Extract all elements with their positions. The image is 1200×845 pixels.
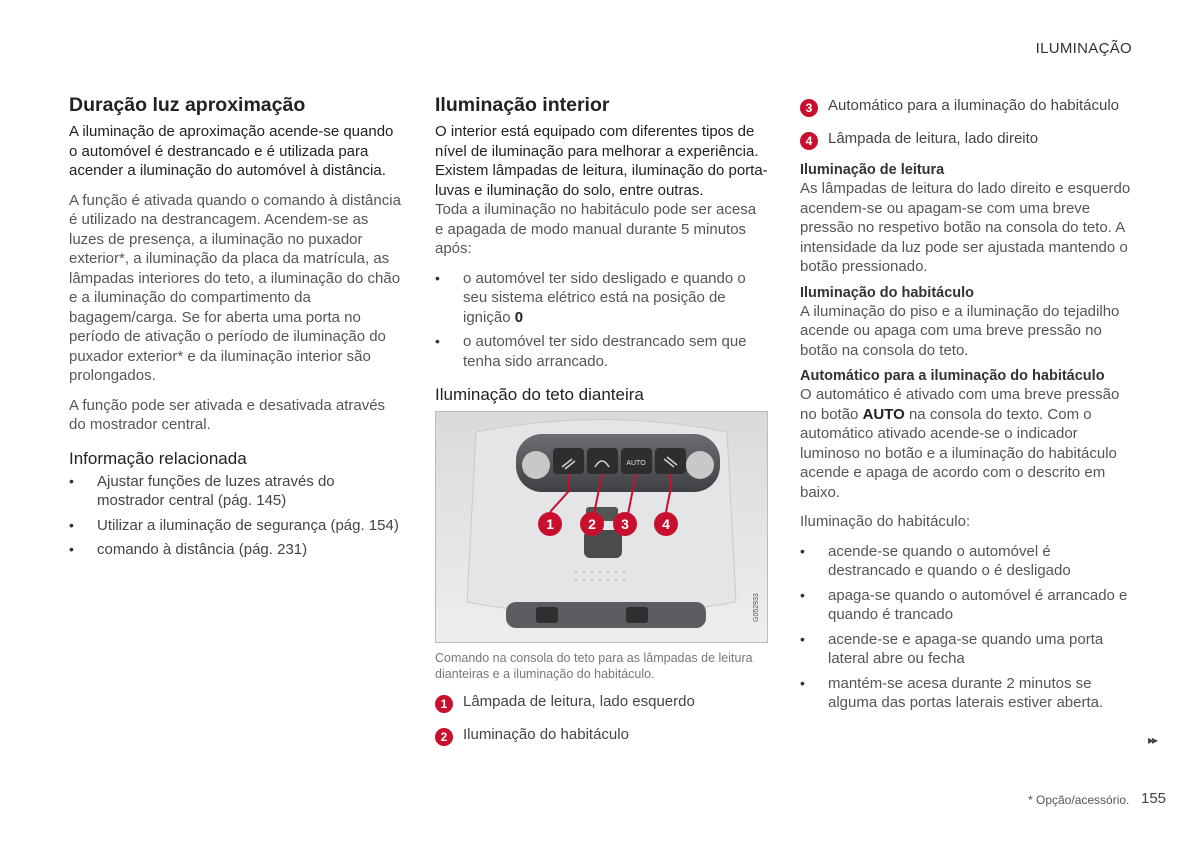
footnote: * Opção/acessório.: [1028, 793, 1130, 807]
column-approach-light: [69, 94, 401, 570]
left-reading-lamp-icon: [522, 451, 550, 479]
approach-light-paragraph-1: A função é ativada quando o comando à distância é utilizado na destrancagem. Acendem-se as luzes de presença, a iluminação no puxador exterior*, a iluminação da placa da matrícula, as lâmpadas interiores do teto, a iluminação do chão e a iluminação do compartimento da bagagem/carga. Se for aberta uma porta no período de ativação o período de iluminação do puxador exterior* e da iluminação interior são prolongados.: [69, 191, 401, 384]
roof-console-figure: [435, 411, 768, 643]
list-item: • mantém-se acesa durante 2 minutos se alguma das portas laterais estiver aberta.: [800, 674, 1135, 713]
svg-text:4: 4: [662, 516, 670, 532]
reading-right-button-icon: [655, 448, 686, 474]
related-link[interactable]: • Utilizar a iluminação de segurança (pág. 154): [69, 516, 401, 536]
legend-item: [800, 96, 1135, 117]
auto-text-pre: O automático é ativado com uma breve pressão no botão: [800, 386, 1120, 423]
auto-text-post: na consola do texto. Com o automático ativado acende-se o indicador luminoso no botão e a iluminação do habitáculo acende e apaga de acordo com o descrito em baixo.: [800, 405, 1117, 501]
list-item-text: o automóvel ter sido desligado e quando o seu sistema elétrico está na posição de ignição: [463, 269, 746, 326]
list-item: • apaga-se quando o automóvel é arrancado e quando é trancado: [800, 586, 1135, 625]
callout-badge-1: 1: [435, 695, 453, 713]
related-link[interactable]: • comando à distância (pág. 231): [69, 540, 401, 560]
auto-light-paragraph: [800, 385, 1135, 502]
legend-text: Iluminação do habitáculo: [463, 726, 629, 743]
callout-1: [538, 512, 562, 536]
callout-2: [580, 512, 604, 536]
svg-text:1: 1: [546, 516, 554, 532]
legend-item: [800, 129, 1135, 150]
interior-lighting-list: [435, 269, 768, 372]
right-reading-lamp-icon: [686, 451, 714, 479]
ignition-position: 0: [514, 308, 524, 326]
lower-button-left: [536, 607, 558, 623]
legend-text: Lâmpada de leitura, lado esquerdo: [463, 693, 695, 710]
lower-button-right: [626, 607, 648, 623]
cabin-light-list: [800, 542, 1135, 713]
approach-light-lead: A iluminação de aproximação acende-se quando o automóvel é destrancado e é utilizada para acender a iluminação do automóvel à distância.: [69, 123, 394, 179]
interior-lighting-paragraph: Toda a iluminação no habitáculo pode ser acesa e apagada de modo manual durante 5 minutos após:: [435, 201, 757, 257]
reading-light-heading: Iluminação de leitura: [800, 162, 945, 178]
related-info-title: Informação relacionada: [69, 448, 247, 468]
auto-light-heading: Automático para a iluminação do habitáculo: [800, 368, 1105, 384]
section-header: ILUMINAÇÃO: [1035, 40, 1132, 57]
auto-button-label: AUTO: [862, 405, 905, 423]
auto-label: AUTO: [626, 460, 646, 467]
continue-arrows-icon: ▸▸: [1148, 733, 1157, 747]
related-link[interactable]: • Ajustar funções de luzes através do mostrador central (pág. 145): [69, 472, 401, 511]
callout-badge-2: 2: [435, 728, 453, 746]
legend-text: Automático para a iluminação do habitáculo: [828, 97, 1120, 114]
cabin-light-paragraph: A iluminação do piso e a iluminação do tejadilho acende ou apaga com uma breve pressão no botão na consola do teto.: [800, 302, 1120, 359]
column-interior-lighting: [435, 94, 768, 758]
svg-text:2: 2: [588, 516, 596, 532]
callout-3: [613, 512, 637, 536]
interior-lighting-lead: O interior está equipado com diferentes tipos de nível de iluminação para melhorar a experiência. Existem lâmpadas de leitura, iluminação do porta-luvas e iluminação do solo, entre outras.: [435, 123, 768, 199]
roof-console-illustration: [436, 412, 767, 642]
callout-badge-4: 4: [800, 132, 818, 150]
legend-text: Lâmpada de leitura, lado direito: [828, 130, 1039, 147]
callout-4: [654, 512, 678, 536]
cabin-list-intro: Iluminação do habitáculo:: [800, 513, 971, 530]
reading-light-paragraph: As lâmpadas de leitura do lado direito e esquerdo acendem-se ou apagam-se com uma breve pressão no respetivo botão na consola do teto. A intensidade da luz pode ser ajustada mantendo o botão pressionado.: [800, 180, 1131, 275]
callout-badge-3: 3: [800, 99, 818, 117]
cabin-light-heading: Iluminação do habitáculo: [800, 284, 975, 301]
related-info-list: [69, 472, 401, 560]
figure-code: G052933: [753, 593, 760, 622]
legend-item: [435, 692, 768, 713]
approach-light-title: Duração luz aproximação: [69, 94, 306, 116]
list-item: [435, 269, 768, 328]
list-item: • acende-se e apaga-se quando uma porta lateral abre ou fecha: [800, 630, 1135, 669]
list-item: • acende-se quando o automóvel é destrancado e quando o é desligado: [800, 542, 1135, 581]
list-item: • o automóvel ter sido destrancado sem que tenha sido arrancado.: [435, 332, 768, 371]
legend-item: [435, 725, 768, 746]
page-number: 155: [1141, 790, 1167, 807]
column-lighting-details: [800, 96, 1135, 723]
front-roof-light-subtitle: Iluminação do teto dianteira: [435, 385, 644, 404]
interior-lighting-title: Iluminação interior: [435, 94, 610, 116]
figure-caption: Comando na consola do teto para as lâmpadas de leitura dianteiras e a iluminação do habitáculo.: [435, 651, 753, 681]
svg-text:3: 3: [621, 516, 629, 532]
approach-light-paragraph-2: A função pode ser ativada e desativada através do mostrador central.: [69, 396, 386, 433]
